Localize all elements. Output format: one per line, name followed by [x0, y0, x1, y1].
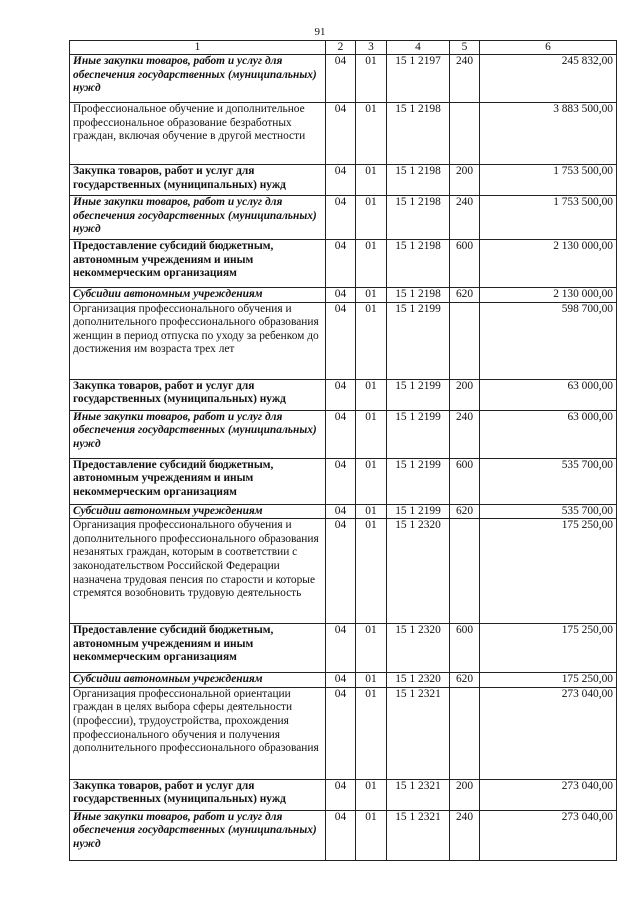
amount-cell: 2 130 000,00 [480, 240, 617, 288]
table-row [70, 458, 617, 504]
table-row [70, 624, 617, 673]
table-row [70, 240, 617, 288]
subsection-code-cell: 01 [356, 55, 387, 103]
amount-cell: 1 753 500,00 [480, 196, 617, 240]
table-row [70, 410, 617, 458]
target-article-cell: 15 1 2321 [387, 810, 450, 860]
expense-type-cell: 240 [450, 810, 480, 860]
row-name-cell: Закупка товаров, работ и услуг для государственных (муниципальных) нужд [70, 165, 326, 196]
table-row [70, 504, 617, 519]
section-code-cell: 04 [326, 302, 356, 379]
section-code-cell: 04 [326, 687, 356, 779]
amount-cell: 175 250,00 [480, 519, 617, 624]
target-article-cell: 15 1 2199 [387, 302, 450, 379]
subsection-code-cell: 01 [356, 687, 387, 779]
amount-cell: 535 700,00 [480, 458, 617, 504]
target-article-cell: 15 1 2321 [387, 779, 450, 810]
table-body [70, 55, 617, 861]
expense-type-cell: 240 [450, 410, 480, 458]
expense-type-cell: 620 [450, 288, 480, 303]
row-name-cell: Иные закупки товаров, работ и услуг для обеспечения государственных (муниципальных) нужд [70, 810, 326, 860]
subsection-code-cell: 01 [356, 519, 387, 624]
expense-type-cell: 620 [450, 673, 480, 688]
table-row [70, 779, 617, 810]
expense-type-cell: 240 [450, 55, 480, 103]
subsection-code-cell: 01 [356, 165, 387, 196]
target-article-cell: 15 1 2198 [387, 103, 450, 165]
column-header-6: 6 [480, 41, 617, 55]
table-row [70, 810, 617, 860]
row-name-cell: Профессиональное обучение и дополнительное профессиональное образование безработных граждан, включая обучение в другой местности [70, 103, 326, 165]
amount-cell: 273 040,00 [480, 779, 617, 810]
amount-cell: 2 130 000,00 [480, 288, 617, 303]
amount-cell: 245 832,00 [480, 55, 617, 103]
target-article-cell: 15 1 2198 [387, 165, 450, 196]
section-code-cell: 04 [326, 810, 356, 860]
amount-cell: 175 250,00 [480, 624, 617, 673]
table-row [70, 673, 617, 688]
amount-cell: 175 250,00 [480, 673, 617, 688]
row-name-cell: Организация профессионального обучения и дополнительного профессионального образования незанятых граждан, которым в соответствии с законодательством Российской Федерации назначена трудовая пенсия по старости и которые стремятся возобновить трудовую деятельность [70, 519, 326, 624]
row-name-cell: Предоставление субсидий бюджетным, автономным учреждениям и иным некоммерческим организациям [70, 240, 326, 288]
expense-type-cell [450, 302, 480, 379]
table-row [70, 165, 617, 196]
subsection-code-cell: 01 [356, 779, 387, 810]
section-code-cell: 04 [326, 410, 356, 458]
subsection-code-cell: 01 [356, 379, 387, 410]
column-header-4: 4 [387, 41, 450, 55]
row-name-cell: Субсидии автономным учреждениям [70, 504, 326, 519]
target-article-cell: 15 1 2198 [387, 240, 450, 288]
table-row [70, 302, 617, 379]
page-number: 91 [314, 26, 326, 38]
row-name-cell: Организация профессионального обучения и дополнительного профессионального образования женщин в период отпуска по уходу за ребенком до достижения им возраста трех лет [70, 302, 326, 379]
subsection-code-cell: 01 [356, 624, 387, 673]
row-name-cell: Организация профессиональной ориентации граждан в целях выбора сферы деятельности (профессии), трудоустройства, прохождения профессионального обучения и получения дополнительного профессионального образования [70, 687, 326, 779]
expense-type-cell [450, 687, 480, 779]
amount-cell: 1 753 500,00 [480, 165, 617, 196]
subsection-code-cell: 01 [356, 410, 387, 458]
section-code-cell: 04 [326, 624, 356, 673]
column-header-2: 2 [326, 41, 356, 55]
target-article-cell: 15 1 2198 [387, 288, 450, 303]
subsection-code-cell: 01 [356, 288, 387, 303]
section-code-cell: 04 [326, 165, 356, 196]
section-code-cell: 04 [326, 779, 356, 810]
section-code-cell: 04 [326, 379, 356, 410]
row-name-cell: Закупка товаров, работ и услуг для государственных (муниципальных) нужд [70, 779, 326, 810]
target-article-cell: 15 1 2199 [387, 379, 450, 410]
section-code-cell: 04 [326, 673, 356, 688]
row-name-cell: Иные закупки товаров, работ и услуг для обеспечения государственных (муниципальных) нужд [70, 55, 326, 103]
table-row [70, 687, 617, 779]
expense-type-cell: 600 [450, 240, 480, 288]
target-article-cell: 15 1 2199 [387, 410, 450, 458]
target-article-cell: 15 1 2199 [387, 504, 450, 519]
amount-cell: 535 700,00 [480, 504, 617, 519]
target-article-cell: 15 1 2198 [387, 196, 450, 240]
subsection-code-cell: 01 [356, 196, 387, 240]
expense-type-cell: 600 [450, 624, 480, 673]
section-code-cell: 04 [326, 196, 356, 240]
row-name-cell: Предоставление субсидий бюджетным, автономным учреждениям и иным некоммерческим организациям [70, 624, 326, 673]
amount-cell: 273 040,00 [480, 687, 617, 779]
subsection-code-cell: 01 [356, 504, 387, 519]
section-code-cell: 04 [326, 504, 356, 519]
expense-type-cell: 200 [450, 165, 480, 196]
expense-type-cell: 600 [450, 458, 480, 504]
table-row [70, 519, 617, 624]
table-row [70, 196, 617, 240]
expense-type-cell: 620 [450, 504, 480, 519]
target-article-cell: 15 1 2321 [387, 687, 450, 779]
column-header-5: 5 [450, 41, 480, 55]
section-code-cell: 04 [326, 458, 356, 504]
budget-table [69, 40, 617, 861]
column-header-1: 1 [70, 41, 326, 55]
subsection-code-cell: 01 [356, 103, 387, 165]
row-name-cell: Иные закупки товаров, работ и услуг для обеспечения государственных (муниципальных) нужд [70, 196, 326, 240]
subsection-code-cell: 01 [356, 302, 387, 379]
section-code-cell: 04 [326, 103, 356, 165]
table-row [70, 55, 617, 103]
row-name-cell: Субсидии автономным учреждениям [70, 288, 326, 303]
section-code-cell: 04 [326, 240, 356, 288]
amount-cell: 63 000,00 [480, 379, 617, 410]
expense-type-cell [450, 519, 480, 624]
subsection-code-cell: 01 [356, 673, 387, 688]
subsection-code-cell: 01 [356, 240, 387, 288]
row-name-cell: Предоставление субсидий бюджетным, автономным учреждениям и иным некоммерческим организациям [70, 458, 326, 504]
amount-cell: 63 000,00 [480, 410, 617, 458]
section-code-cell: 04 [326, 519, 356, 624]
table-row [70, 379, 617, 410]
target-article-cell: 15 1 2199 [387, 458, 450, 504]
target-article-cell: 15 1 2197 [387, 55, 450, 103]
section-code-cell: 04 [326, 288, 356, 303]
row-name-cell: Иные закупки товаров, работ и услуг для обеспечения государственных (муниципальных) нужд [70, 410, 326, 458]
column-header-3: 3 [356, 41, 387, 55]
amount-cell: 3 883 500,00 [480, 103, 617, 165]
expense-type-cell: 240 [450, 196, 480, 240]
section-code-cell: 04 [326, 55, 356, 103]
header-row [70, 41, 617, 55]
subsection-code-cell: 01 [356, 458, 387, 504]
table-row [70, 288, 617, 303]
row-name-cell: Субсидии автономным учреждениям [70, 673, 326, 688]
expense-type-cell: 200 [450, 779, 480, 810]
subsection-code-cell: 01 [356, 810, 387, 860]
row-name-cell: Закупка товаров, работ и услуг для государственных (муниципальных) нужд [70, 379, 326, 410]
amount-cell: 598 700,00 [480, 302, 617, 379]
expense-type-cell: 200 [450, 379, 480, 410]
target-article-cell: 15 1 2320 [387, 624, 450, 673]
amount-cell: 273 040,00 [480, 810, 617, 860]
table-row [70, 103, 617, 165]
expense-type-cell [450, 103, 480, 165]
target-article-cell: 15 1 2320 [387, 673, 450, 688]
target-article-cell: 15 1 2320 [387, 519, 450, 624]
